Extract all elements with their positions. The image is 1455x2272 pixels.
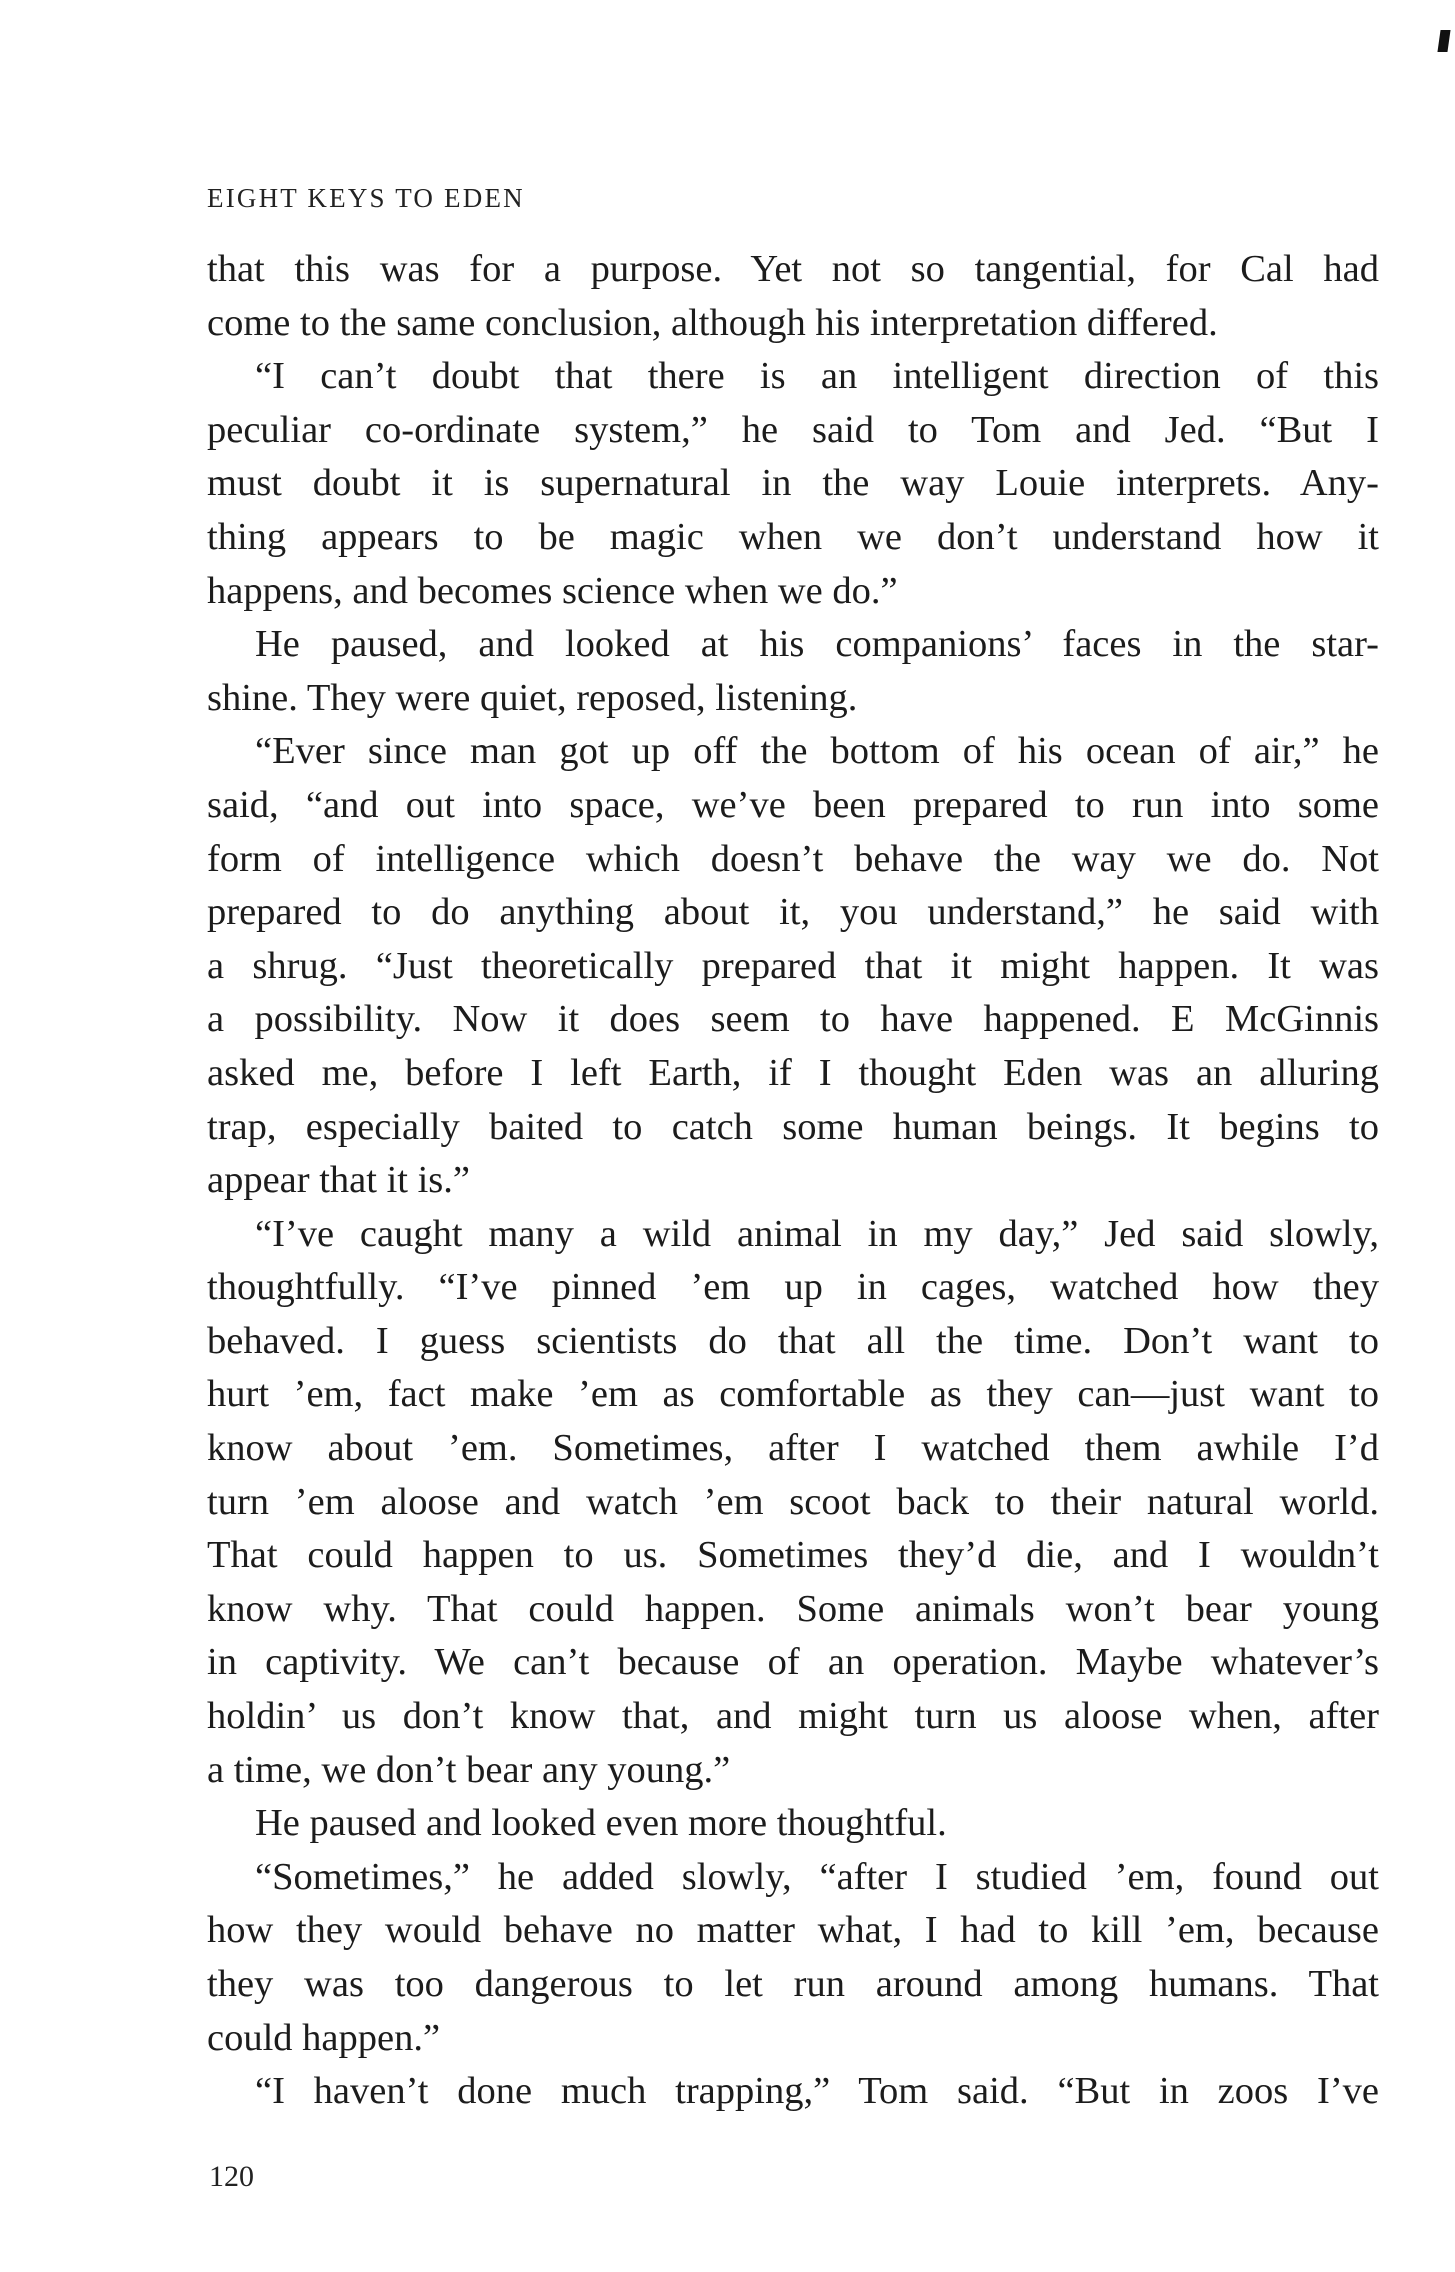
text-line: shine. They were quiet, reposed, listening. bbox=[207, 676, 858, 719]
text-line: know about ’em. Sometimes, after I watched them awhile I’d bbox=[207, 1427, 1379, 1470]
text-line: He paused and looked even more thoughtful. bbox=[255, 1802, 947, 1845]
text-line: trap, especially baited to catch some human beings. It begins to bbox=[207, 1105, 1379, 1148]
text-line: That could happen to us. Sometimes they’d die, and I wouldn’t bbox=[207, 1534, 1379, 1577]
text-line: turn ’em aloose and watch ’em scoot back to their natural world. bbox=[207, 1480, 1379, 1523]
text-line: form of intelligence which doesn’t behave the way we do. Not bbox=[207, 837, 1379, 880]
text-line: “I haven’t done much trapping,” Tom said. “But in zoos I’ve bbox=[255, 2070, 1379, 2113]
text-line: peculiar co-ordinate system,” he said to Tom and Jed. “But I bbox=[207, 408, 1379, 451]
text-line: a shrug. “Just theoretically prepared that it might happen. It was bbox=[207, 944, 1379, 987]
text-line: in captivity. We can’t because of an operation. Maybe whatever’s bbox=[207, 1641, 1379, 1684]
text-line: come to the same conclusion, although his interpretation differed. bbox=[207, 301, 1218, 344]
text-line: prepared to do anything about it, you understand,” he said with bbox=[207, 891, 1379, 934]
text-line: must doubt it is supernatural in the way Louie interprets. Any- bbox=[207, 462, 1379, 505]
text-line: thing appears to be magic when we don’t understand how it bbox=[207, 515, 1379, 558]
page-number: 120 bbox=[209, 2160, 254, 2193]
running-head: EIGHT KEYS TO EDEN bbox=[207, 183, 525, 213]
text-line: asked me, before I left Earth, if I thought Eden was an alluring bbox=[207, 1051, 1379, 1094]
text-line: “Sometimes,” he added slowly, “after I studied ’em, found out bbox=[255, 1855, 1379, 1898]
text-line: a possibility. Now it does seem to have happened. E McGinnis bbox=[207, 998, 1379, 1041]
text-line: know why. That could happen. Some animals won’t bear young bbox=[207, 1587, 1379, 1630]
text-line: holdin’ us don’t know that, and might turn us aloose when, after bbox=[207, 1695, 1379, 1738]
text-line: thoughtfully. “I’ve pinned ’em up in cages, watched how they bbox=[207, 1266, 1379, 1309]
text-line: they was too dangerous to let run around among humans. That bbox=[207, 1963, 1379, 2005]
text-line: “I’ve caught many a wild animal in my day,” Jed said slowly, bbox=[255, 1212, 1379, 1255]
text-line: “Ever since man got up off the bottom of his ocean of air,” he bbox=[255, 730, 1379, 773]
text-line: hurt ’em, fact make ’em as comfortable as they can—just want to bbox=[207, 1373, 1379, 1416]
text-line: behaved. I guess scientists do that all the time. Don’t want to bbox=[207, 1319, 1379, 1362]
text-line: that this was for a purpose. Yet not so tangential, for Cal had bbox=[207, 248, 1379, 290]
text-line: said, “and out into space, we’ve been prepared to run into some bbox=[207, 783, 1379, 826]
text-line: happens, and becomes science when we do.” bbox=[207, 569, 898, 612]
text-line: He paused, and looked at his companions’ faces in the star- bbox=[255, 623, 1379, 666]
text-line: could happen.” bbox=[207, 2016, 441, 2059]
text-line: a time, we don’t bear any young.” bbox=[207, 1748, 731, 1791]
corner-mark bbox=[1437, 30, 1450, 52]
text-line: “I can’t doubt that there is an intelligent direction of this bbox=[255, 355, 1379, 398]
text-line: how they would behave no matter what, I had to kill ’em, because bbox=[207, 1909, 1379, 1952]
body-text bbox=[207, 243, 1379, 2119]
text-line: appear that it is.” bbox=[207, 1159, 470, 1202]
